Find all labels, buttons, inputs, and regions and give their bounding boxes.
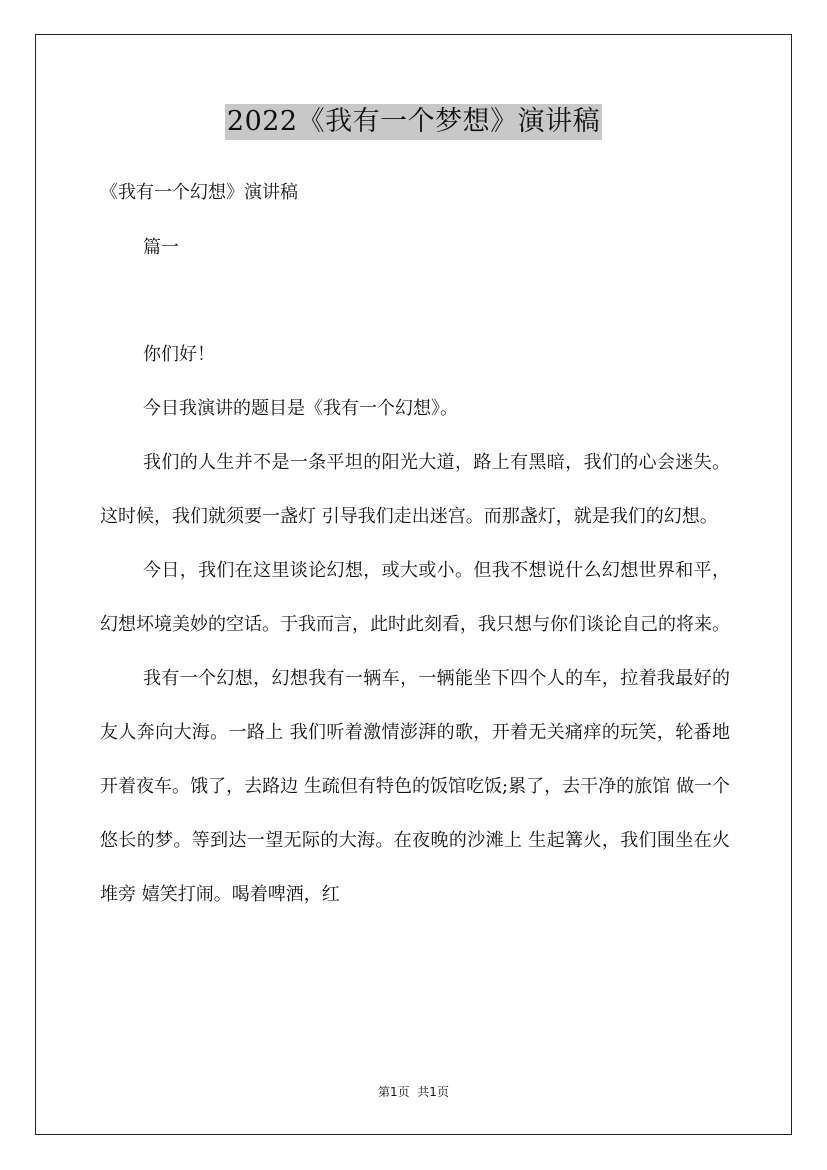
page-footer: 第1页 共1页 xyxy=(378,1085,449,1099)
section-label: 篇一 xyxy=(143,237,179,258)
paragraph-greeting: 你们好！ xyxy=(143,344,215,365)
paragraph-dream: 我有一个幻想，幻想我有一辆车，一辆能坐下四个人的车，拉着我最好的友人奔向大海。一路上 我们听着激情澎湃的歌，开着无关痛痒的玩笑，轮番地开着夜车。饿了，去路边 生疏但有特色的饭馆吃饭;累了，去干净的旅馆 做一个悠长的梦。等到达一望无际的大海。在夜晚的沙滩上 生起篝火，我们围坐在火堆旁 嬉笑打闹。喝着啤酒，红 xyxy=(100,668,730,905)
document-title: 2022《我有一个梦想》演讲稿 xyxy=(225,104,602,140)
paragraph-topic: 今日我演讲的题目是《我有一个幻想》。 xyxy=(143,398,458,419)
paragraph-today: 今日，我们在这里谈论幻想，或大或小。但我不想说什么幻想世界和平，幻想坏境美妙的空话。于我而言，此时此刻看，我只想与你们谈论自己的将来。 xyxy=(100,560,730,635)
paragraph-intro: 我们的人生并不是一条平坦的阳光大道，路上有黑暗，我们的心会迷失。这时候，我们就须要一盏灯 引导我们走出迷宫。而那盏灯，就是我们的幻想。 xyxy=(100,452,730,527)
document-subtitle: 《我有一个幻想》演讲稿 xyxy=(100,182,298,203)
body-text xyxy=(100,328,730,922)
title-container xyxy=(0,104,827,140)
